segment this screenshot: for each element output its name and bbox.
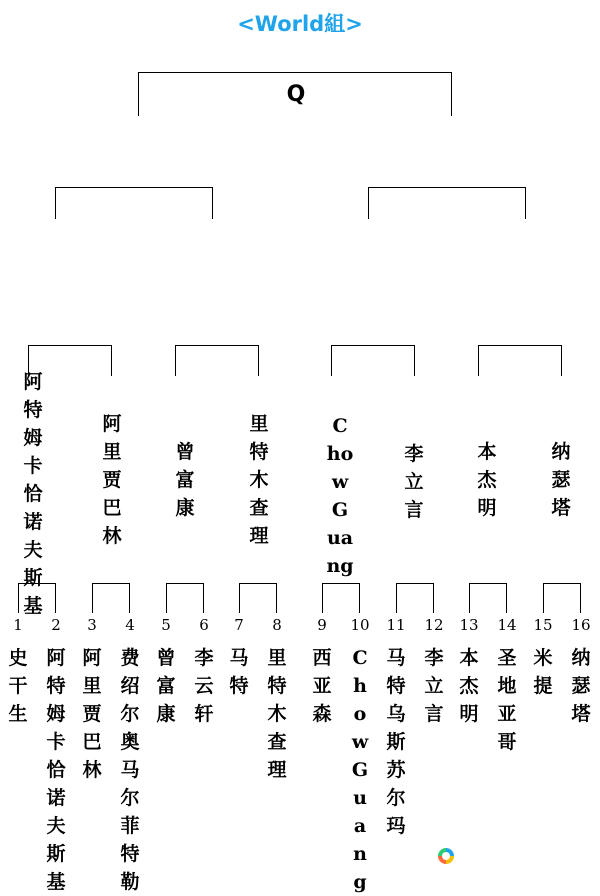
seed-number: 1: [13, 616, 23, 634]
seed-number: 12: [424, 616, 444, 634]
round1-player-name: 马特: [229, 647, 249, 697]
seed-number: 2: [51, 616, 61, 634]
round2-player-name: 阿里贾巴林: [102, 413, 122, 547]
seed-number: 3: [87, 616, 97, 634]
seed-number: 10: [350, 616, 370, 634]
seed-number: 13: [459, 616, 479, 634]
round1-player-name: 米提: [533, 647, 553, 697]
final-label: Q: [286, 82, 306, 107]
round1-player-name: 圣地亚哥: [497, 647, 517, 753]
semifinal-bracket-line: [368, 187, 526, 219]
round1-player-name: 本杰明: [459, 647, 479, 725]
round1-player-name: 李云轩: [194, 647, 214, 725]
semifinal-bracket-line: [55, 187, 213, 219]
seed-number: 7: [234, 616, 244, 634]
round1-bracket-line: [322, 583, 360, 613]
round1-player-name: 西亚森: [312, 647, 332, 725]
seed-number: 5: [161, 616, 171, 634]
round1-player-name: 史干生: [8, 647, 28, 725]
round2-slot: [14, 371, 54, 617]
round1-player-name: ChowGuang: [351, 647, 369, 893]
round1-bracket-line: [239, 583, 277, 613]
round1-bracket-line: [18, 583, 56, 613]
round1-player-name: 里特木查理: [267, 647, 287, 781]
bracket-title: <World組>: [237, 12, 363, 36]
quarterfinal-bracket-line: [175, 345, 259, 376]
round1-player-name: 纳瑟塔: [571, 647, 591, 725]
seed-number: 8: [272, 616, 282, 634]
quarterfinal-bracket-line: [478, 345, 562, 376]
quarterfinal-bracket-line: [331, 345, 415, 376]
round1-player-name: 阿特姆卡恰诺夫斯基: [46, 647, 66, 893]
seed-number: 14: [497, 616, 517, 634]
seed-number: 15: [533, 616, 553, 634]
round2-player-name: 纳瑟塔: [551, 441, 571, 519]
round2-player-name: 本杰明: [477, 441, 497, 519]
round1-bracket-line: [396, 583, 434, 613]
round1-player-name: 李立言: [424, 647, 444, 725]
round2-player-name: ChowGuang: [326, 415, 354, 577]
round2-player-name: 里特木查理: [249, 413, 269, 547]
round2-player-name: 曾富康: [175, 441, 195, 519]
seed-number: 11: [386, 616, 406, 634]
watermark-logo-icon: [438, 848, 454, 864]
seed-number: 4: [125, 616, 135, 634]
round1-bracket-line: [469, 583, 507, 613]
seed-number: 6: [199, 616, 209, 634]
round1-bracket-line: [166, 583, 204, 613]
round1-player-name: 马特乌斯苏尔玛: [386, 647, 406, 837]
round1-player-name: 曾富康: [156, 647, 176, 725]
round1-bracket-line: [92, 583, 130, 613]
round2-player-name: 李立言: [404, 443, 424, 521]
round1-bracket-line: [543, 583, 581, 613]
round2-player-name: 阿特姆卡恰诺夫斯基: [23, 371, 43, 617]
round1-player-name: 费绍尔奥马尔菲特勒: [120, 647, 140, 893]
seed-number: 16: [571, 616, 591, 634]
seed-number: 9: [317, 616, 327, 634]
round1-player-name: 阿里贾巴林: [82, 647, 102, 781]
